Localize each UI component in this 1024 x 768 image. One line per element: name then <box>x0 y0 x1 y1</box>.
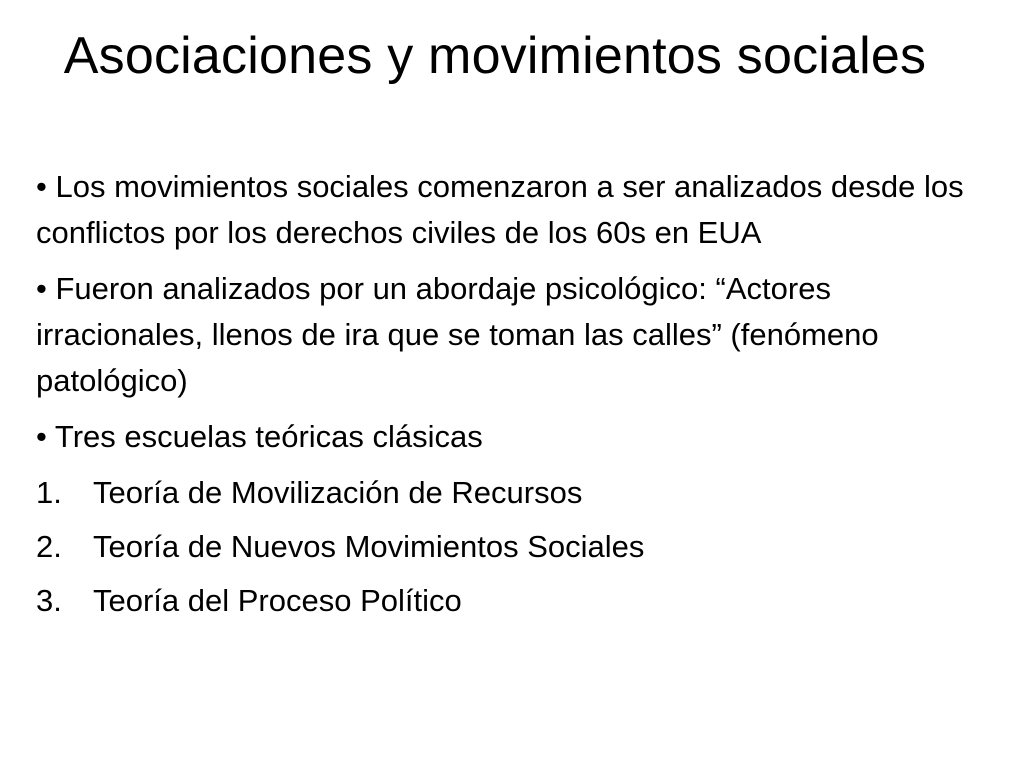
numbered-item <box>36 470 966 516</box>
slide-title: Asociaciones y movimientos sociales <box>63 27 927 85</box>
item-text: Teoría de Movilización de Recursos <box>93 475 583 510</box>
item-number: 1. <box>36 475 62 510</box>
bullet-item <box>36 414 966 460</box>
bullet-text: Tres escuelas teóricas clásicas <box>54 419 483 454</box>
bullet-item <box>36 266 966 404</box>
item-number: 3. <box>36 583 62 618</box>
bullet-item <box>36 164 966 256</box>
bullet-marker: • <box>36 169 47 204</box>
slide-body <box>36 164 966 632</box>
bullet-text: Los movimientos sociales comenzaron a ser analizados desde los conflictos por los derechos civiles de los 60s en EUA <box>36 169 964 250</box>
item-text: Teoría del Proceso Político <box>93 583 462 618</box>
item-text: Teoría de Nuevos Movimientos Sociales <box>93 529 645 564</box>
numbered-item <box>36 524 966 570</box>
bullet-text: Fueron analizados por un abordaje psicológico: “Actores irracionales, llenos de ira que se toman las calles” (fenómeno patológico) <box>36 271 879 398</box>
bullet-marker: • <box>36 271 47 306</box>
item-number: 2. <box>36 529 62 564</box>
bullet-marker: • <box>36 419 47 454</box>
numbered-item <box>36 578 966 624</box>
